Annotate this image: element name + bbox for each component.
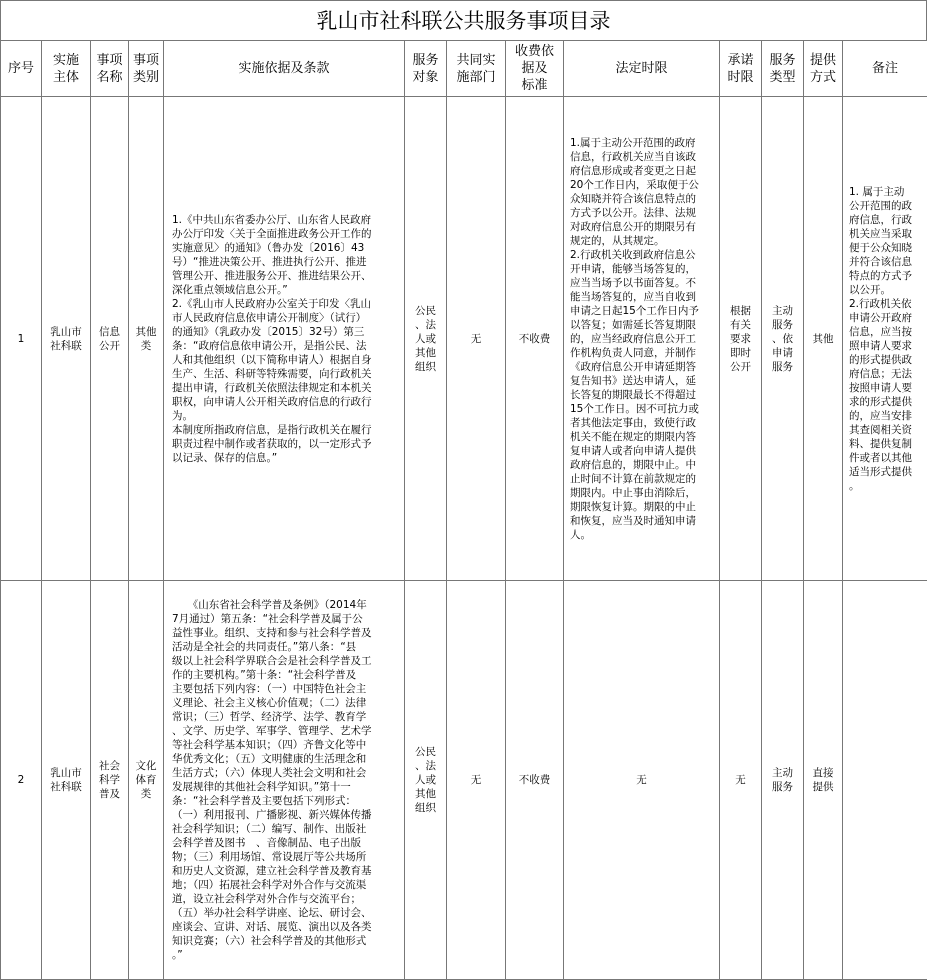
cell-subject: 乳山市 社科联 xyxy=(42,581,91,980)
cell-note xyxy=(843,581,927,980)
header-category: 事项 类别 xyxy=(129,41,164,97)
cell-promise: 根据 有关 要求 即时 公开 xyxy=(720,97,762,581)
cell-time: 1.属于主动公开范围的政府 信息，行政机关应当自该政 府信息形成或者变更之日起 20个工作日内，采取便于公 众知晓并符合该信息特点的 方式予以公开。法律、法规 对政府信息公开的期限另有 规定的，从其规定。 2.行政机关收到政府信息公 开申请，能够当场答复的， 应当当场予以书面答复。不 能当场答复的，应当自收到 申请之日起15个工作日内予 以答复；如需延长答复期限 的，应当经政府信息公开工 作机构负责人同意，并制作 《政府信息公开申请延期答 复告知书》送达申请人，延 长答复的期限最长不得超过 15个工作日。因不可抗力或 者其他法定事由，致使行政 机关不能在规定的期限内答 复申请人或者向申请人提供 政府信息的，期限中止。中 止时间不计算在前款规定的 期限内。中止事由消除后， 期限恢复计算。期限的中止 和恢复，应当及时通知申请 人。 xyxy=(564,97,720,581)
header-row xyxy=(1,41,927,97)
cell-note: 1. 属于主动 公开范围的政 府信息，行政 机关应当采取 便于公众知晓 并符合该信息 特点的方式予 以公开。 2.行政机关依 申请公开政府 信息，应当按 照申请人要求 的形式提供政 府信息；无法 按照申请人要 求的形式提供 的，应当安排 其查阅相关资 料、提供复制 件或者以其他 适当形式提供 。 xyxy=(843,97,927,581)
header-name: 事项 名称 xyxy=(91,41,129,97)
cell-category: 其他 类 xyxy=(129,97,164,581)
cell-method: 其他 xyxy=(804,97,843,581)
header-target: 服务 对象 xyxy=(405,41,447,97)
cell-basis: 1.《中共山东省委办公厅、山东省人民政府 办公厅印发〈关于全面推进政务公开工作的 实施意见〉的通知》（鲁办发〔2016〕43 号）“推进决策公开、推进执行公开、推进 管理公开、推进服务公开、推进结果公开、 深化重点领域信息公开。” 2.《乳山市人民政府办公室关于印发〈乳山 市人民政府信息依申请公开制度〉（试行） 的通知》（乳政办发〔2015〕32号）第三 条：“政府信息依申请公开，是指公民、法 人和其他组织（以下简称申请人）根据自身 生产、生活、科研等特殊需要，向行政机关 提出申请，行政机关依照法律规定和本机关 职权，向申请人公开相关政府信息的行政行 为。 本制度所指政府信息，是指行政机关在履行 职责过程中制作或者获取的，以一定形式予 以记录、保存的信息。” xyxy=(164,97,405,581)
cell-target: 公民 、法 人或 其他 组织 xyxy=(405,97,447,581)
header-no: 序号 xyxy=(1,41,42,97)
cell-stype: 主动 服务 、依 申请 服务 xyxy=(762,97,804,581)
cell-method: 直接 提供 xyxy=(804,581,843,980)
cell-time: 无 xyxy=(564,581,720,980)
cell-category: 文化 体育 类 xyxy=(129,581,164,980)
cell-no: 1 xyxy=(1,97,42,581)
cell-promise: 无 xyxy=(720,581,762,980)
service-catalog-table xyxy=(0,40,927,980)
cell-target: 公民 、法 人或 其他 组织 xyxy=(405,581,447,980)
header-promise: 承诺 时限 xyxy=(720,41,762,97)
cell-stype: 主动 服务 xyxy=(762,581,804,980)
table-row xyxy=(1,581,927,980)
header-dept: 共同实 施部门 xyxy=(447,41,506,97)
cell-fee: 不收费 xyxy=(506,97,564,581)
header-stype: 服务 类型 xyxy=(762,41,804,97)
header-time: 法定时限 xyxy=(564,41,720,97)
header-subject: 实施 主体 xyxy=(42,41,91,97)
page-title: 乳山市社科联公共服务事项目录 xyxy=(0,0,927,40)
header-basis: 实施依据及条款 xyxy=(164,41,405,97)
header-method: 提供 方式 xyxy=(804,41,843,97)
cell-fee: 不收费 xyxy=(506,581,564,980)
cell-dept: 无 xyxy=(447,97,506,581)
header-note: 备注 xyxy=(843,41,927,97)
table-row xyxy=(1,97,927,581)
cell-no: 2 xyxy=(1,581,42,980)
cell-dept: 无 xyxy=(447,581,506,980)
cell-basis: 《山东省社会科学普及条例》（2014年 7月通过）第五条：“社会科学普及属于公 益性事业。组织、支持和参与社会科学普及 活动是全社会的共同责任。”第八条：“县 级以上社会科学界联合会是社会科学普及工 作的主要机构。”第十条：“社会科学普及 主要包括下列内容：（一）中国特色社会主 义理论、社会主义核心价值观；（二）法律 常识；（三）哲学、经济学、法学、教育学 、文学、历史学、军事学、管理学、艺术学 等社会科学基本知识；（四）齐鲁文化等中 华优秀文化；（五）文明健康的生活理念和 生活方式；（六）体现人类社会文明和社会 发展规律的其他社会科学知识。”第十一 条：“社会科学普及主要包括下列形式： （一）利用报刊、广播影视、新兴媒体传播 社会科学知识；（二）编写、制作、出版社 会科学普及图书 、音像制品、电子出版 物；（三）利用场馆、常设展厅等公共场所 和历史人文资源，建立社会科学普及教育基 地；（四）拓展社会科学对外合作与交流渠 道，设立社会科学对外合作与交流平台； （五）举办社会科学讲座、论坛、研讨会、 座谈会、宣讲、对话、展览、演出以及各类 知识竞赛；（六）社会科学普及的其他形式 。” xyxy=(164,581,405,980)
cell-name: 信息 公开 xyxy=(91,97,129,581)
cell-name: 社会 科学 普及 xyxy=(91,581,129,980)
cell-subject: 乳山市 社科联 xyxy=(42,97,91,581)
header-fee: 收费依 据及 标准 xyxy=(506,41,564,97)
